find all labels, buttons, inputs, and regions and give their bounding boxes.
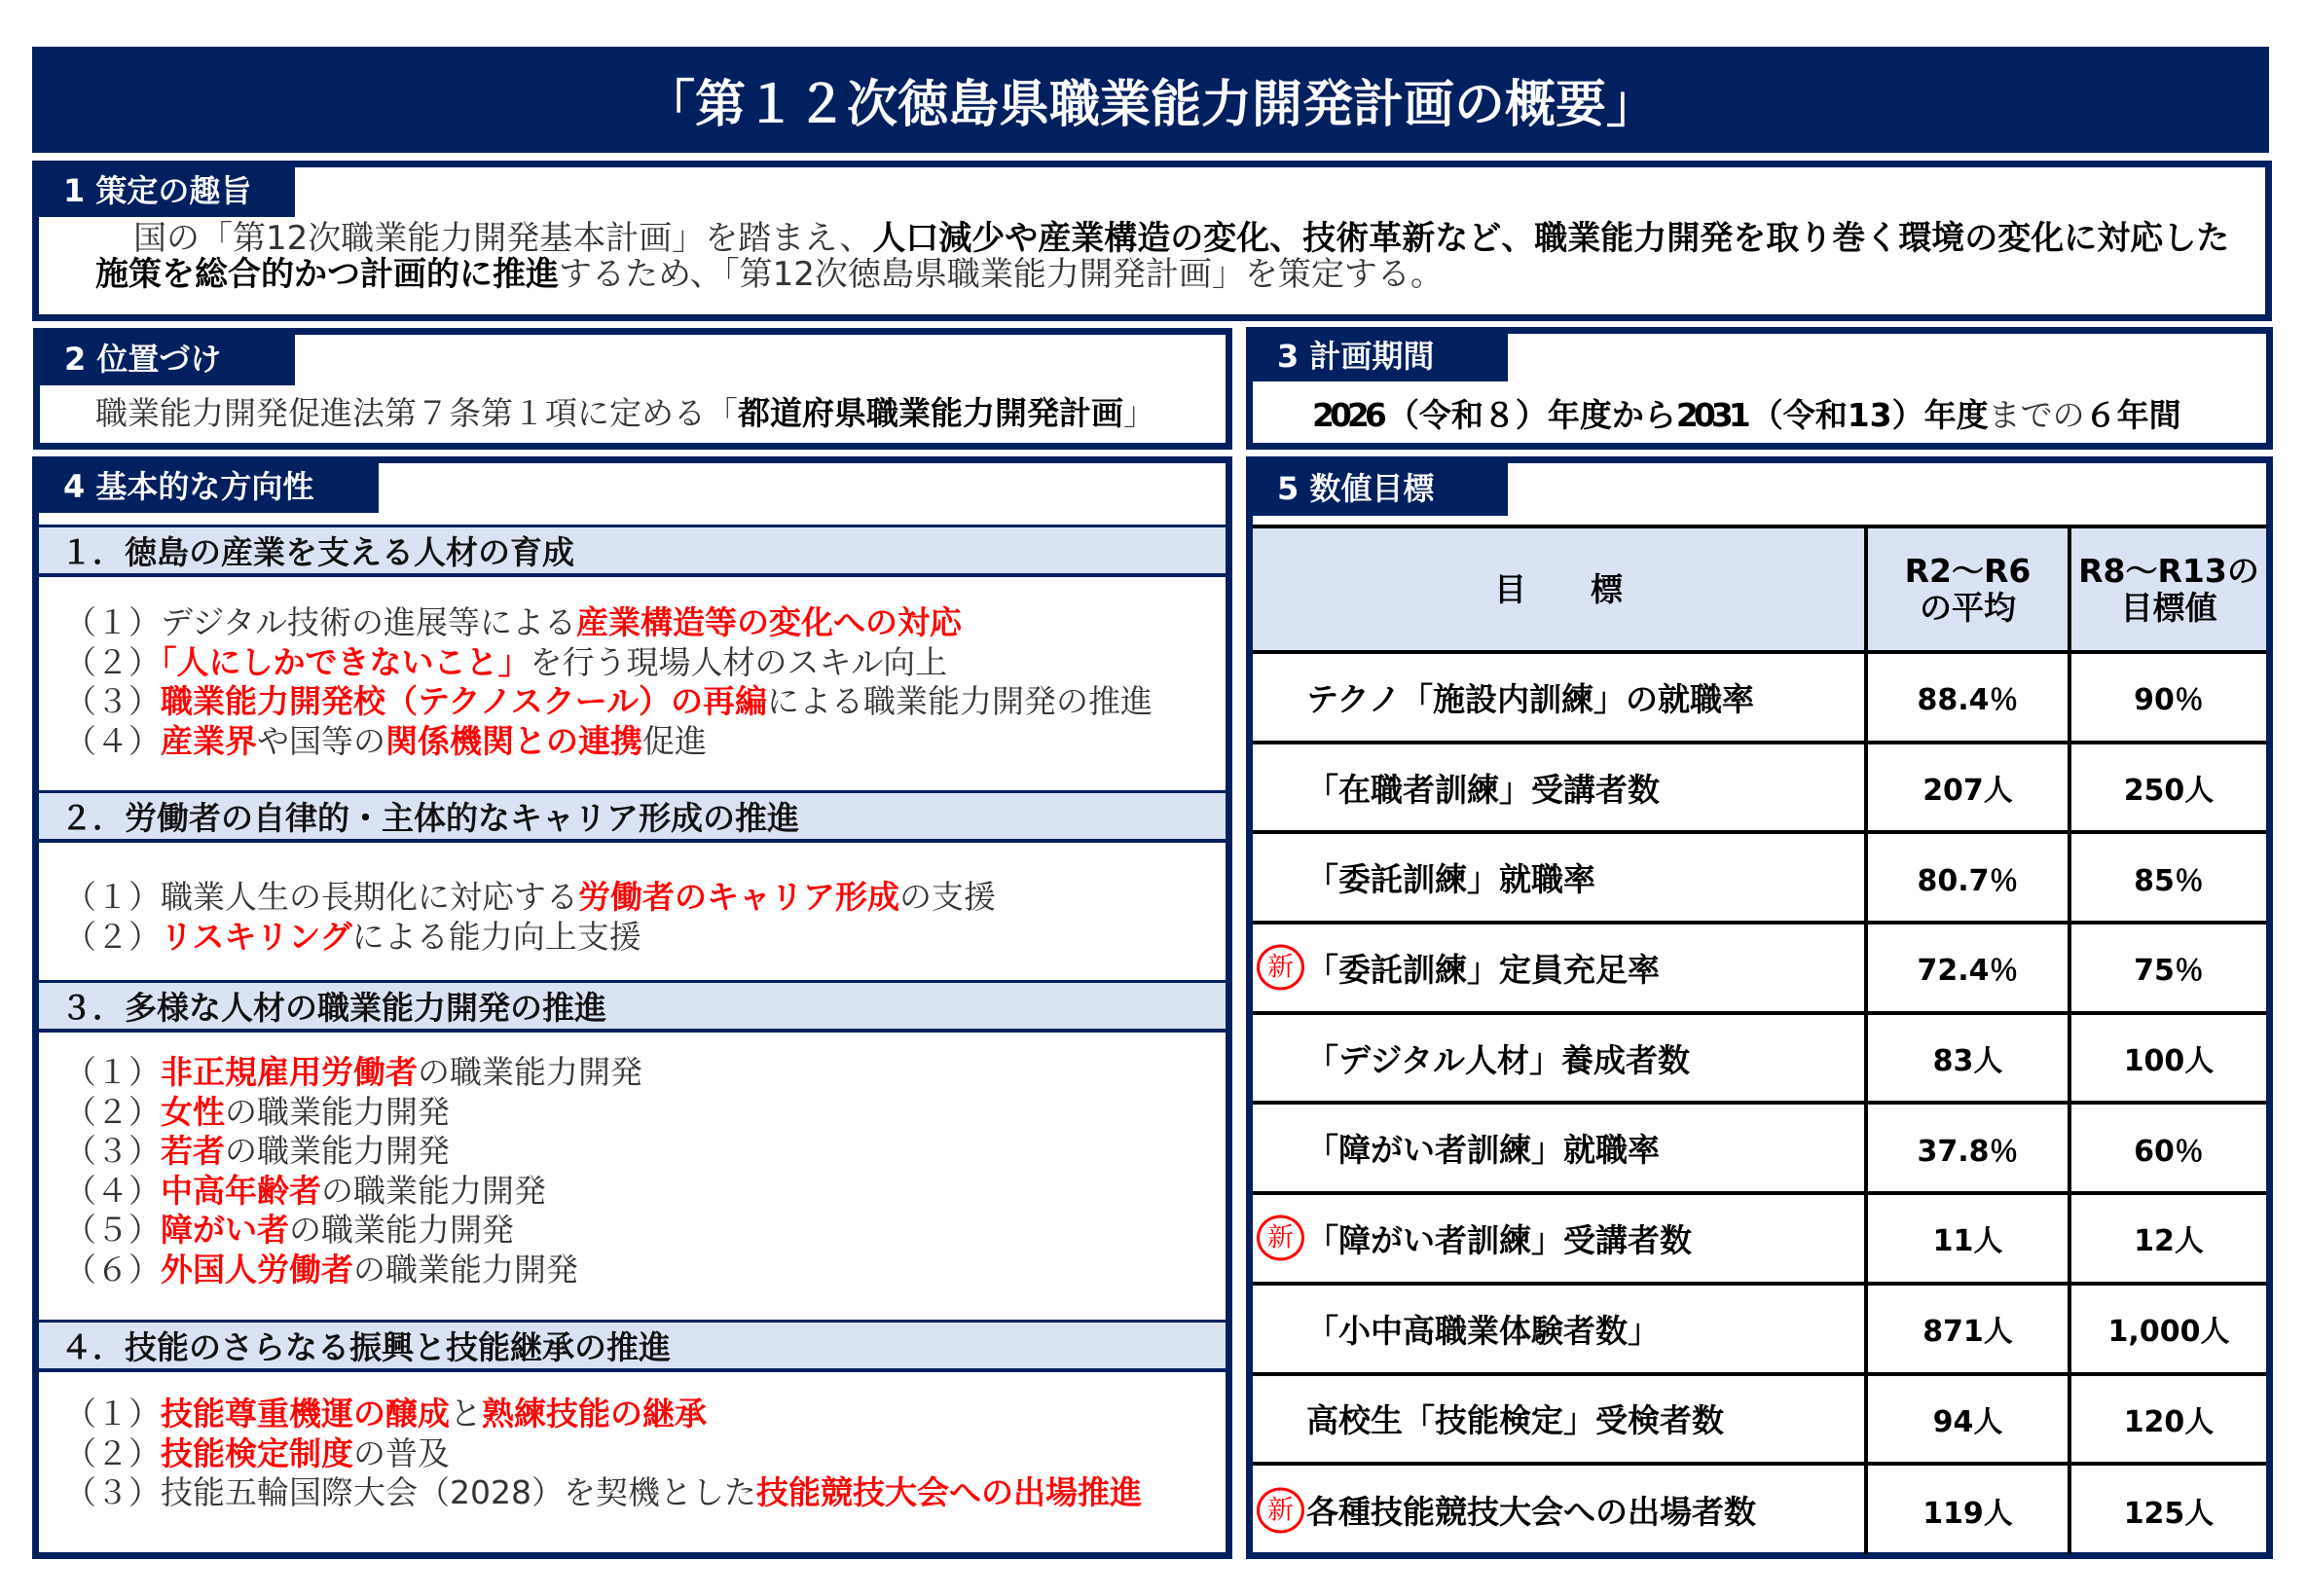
target-label: 「在職者訓練」受講者数 xyxy=(1253,743,1866,833)
average-value: 207人 xyxy=(1866,743,2069,833)
purpose-text xyxy=(95,221,2229,293)
item-text: を行う現場人材のスキル向上 xyxy=(530,642,948,681)
purpose-text-bold-segment: 人口減少や産業構造の変化、技術革新など、職業能力開発を取り巻く環境の変化に対応した xyxy=(872,219,2230,258)
average-value: 94人 xyxy=(1866,1374,2069,1465)
new-badge-icon: 新 xyxy=(1257,945,1304,991)
average-value: 11人 xyxy=(1866,1193,2069,1284)
purpose-line-2 xyxy=(95,257,2229,293)
column-header-line: 目標値 xyxy=(2120,588,2217,627)
column-header-line: R8〜R13の xyxy=(2078,551,2259,590)
new-badge-icon: 新 xyxy=(1257,1487,1304,1533)
average-value: 88.4％ xyxy=(1866,652,2069,743)
item-text: や国等の xyxy=(257,721,385,760)
direction-item xyxy=(64,878,996,918)
direction-item xyxy=(64,722,1153,762)
section-plan-period-heading: 3 計画期間 xyxy=(1277,338,1435,375)
page-title-bar xyxy=(32,47,2269,153)
plan-period-text xyxy=(1312,398,2181,433)
section-purpose-tab xyxy=(32,161,295,217)
section-purpose-heading: 1 策定の趣旨 xyxy=(63,172,252,209)
direction-group-heading xyxy=(39,980,1226,1033)
item-text: と xyxy=(450,1395,482,1433)
item-highlight: 若者 xyxy=(161,1132,225,1170)
table-row xyxy=(1253,832,2266,923)
section-positioning xyxy=(33,328,1232,450)
new-badge-icon: 新 xyxy=(1257,1215,1304,1261)
target-label: 高校生「技能検定」受検者数 xyxy=(1253,1374,1866,1465)
item-number: （３） xyxy=(64,682,161,720)
item-number: （２） xyxy=(64,1433,161,1472)
section-positioning-tab xyxy=(33,328,295,385)
table-row xyxy=(1253,1103,2266,1193)
target-value: 75％ xyxy=(2069,923,2266,1013)
section-positioning-heading: 2 位置づけ xyxy=(64,340,222,378)
column-header-line: R2〜R6 xyxy=(1904,551,2032,590)
item-text: の普及 xyxy=(353,1433,450,1472)
item-highlight: 関係機関との連携 xyxy=(385,721,642,760)
item-number: （１） xyxy=(64,603,161,641)
targets-table xyxy=(1253,525,2266,1554)
average-value: 871人 xyxy=(1866,1284,2069,1374)
direction-item xyxy=(64,643,1153,683)
positioning-text xyxy=(95,396,1155,431)
item-highlight: 女性 xyxy=(161,1092,225,1131)
direction-item xyxy=(64,1251,642,1290)
purpose-text-bold-segment: 施策を総合的かつ計画的に推進 xyxy=(95,255,559,294)
direction-group-items xyxy=(64,878,996,957)
table-row xyxy=(1253,1013,2266,1104)
direction-item xyxy=(64,682,1153,722)
direction-item xyxy=(64,603,1153,643)
target-label: 「障がい者訓練」受講者数 xyxy=(1306,1220,1692,1259)
item-highlight: 中高年齢者 xyxy=(161,1171,321,1210)
direction-group-title: ２．労働者の自律的・主体的なキャリア形成の推進 xyxy=(60,799,799,837)
direction-group-items xyxy=(64,603,1153,761)
direction-group-heading xyxy=(39,525,1226,577)
target-value: 100人 xyxy=(2069,1013,2266,1104)
section-purpose xyxy=(32,161,2272,321)
until-text: までの xyxy=(1988,396,2085,434)
item-text: の支援 xyxy=(899,878,996,916)
positioning-text-bold-segment: 都道府県職業能力開発計画 xyxy=(738,394,1123,432)
item-text: 技能五輪国際大会（2028）を契機とした xyxy=(161,1473,756,1511)
section-basic-direction-heading: 4 基本的な方向性 xyxy=(63,468,314,505)
target-value: 125人 xyxy=(2069,1464,2266,1554)
targets-header-row xyxy=(1253,526,2266,652)
item-text: による能力向上支援 xyxy=(351,917,641,956)
table-row xyxy=(1253,1284,2266,1374)
direction-item xyxy=(64,1473,1142,1513)
item-number: （１） xyxy=(64,878,161,916)
table-row xyxy=(1253,743,2266,833)
section-basic-direction-tab xyxy=(32,456,379,513)
item-highlight: 外国人労働者 xyxy=(161,1250,353,1288)
average-value: 37.8％ xyxy=(1866,1103,2069,1193)
target-label-cell xyxy=(1253,1193,1866,1284)
item-number: （２） xyxy=(64,1092,161,1131)
target-label: テクノ「施設内訓練」の就職率 xyxy=(1253,652,1866,743)
direction-item xyxy=(64,1434,1142,1474)
item-number: （４） xyxy=(64,721,161,760)
column-header-target xyxy=(1253,526,1866,652)
item-highlight: 熟練技能の継承 xyxy=(482,1395,707,1433)
direction-group-title: １．徳島の産業を支える人材の育成 xyxy=(60,533,574,571)
direction-item xyxy=(64,918,996,958)
target-label-cell xyxy=(1253,923,1866,1013)
target-label: 「小中高職業体験者数」 xyxy=(1253,1284,1866,1374)
column-header-r8-r13-target xyxy=(2069,526,2266,652)
positioning-text-segment: 」 xyxy=(1123,394,1155,432)
start-year: 2026 xyxy=(1312,396,1382,434)
start-era-text: （令和８）年度から xyxy=(1386,396,1676,434)
target-value: 120人 xyxy=(2069,1374,2266,1465)
direction-group-heading xyxy=(39,1320,1226,1372)
table-row xyxy=(1253,1193,2266,1284)
item-highlight: 職業能力開発校（テクノスクール）の再編 xyxy=(161,682,768,720)
target-label-cell xyxy=(1253,1464,1866,1554)
item-number: （２） xyxy=(64,917,161,956)
item-number: （６） xyxy=(64,1250,161,1288)
item-text: の職業能力開発 xyxy=(289,1211,514,1249)
target-value: 60％ xyxy=(2069,1103,2266,1193)
item-highlight: 技能検定制度 xyxy=(161,1433,353,1472)
direction-item xyxy=(64,1053,642,1093)
target-label: 「委託訓練」定員充足率 xyxy=(1306,950,1660,989)
end-era-text: （令和13）年度 xyxy=(1750,396,1989,434)
item-highlight: 産業界 xyxy=(161,721,257,760)
target-label: 「委託訓練」就職率 xyxy=(1253,832,1866,923)
item-text: 促進 xyxy=(642,721,707,760)
page-title: 「第１２次徳島県職業能力開発計画の概要」 xyxy=(643,76,1657,134)
item-highlight: 障がい者 xyxy=(161,1211,289,1249)
section-plan-period xyxy=(1246,327,2273,450)
item-text: の職業能力開発 xyxy=(321,1171,546,1210)
item-number: （５） xyxy=(64,1211,161,1249)
table-row xyxy=(1253,1464,2266,1554)
item-number: （３） xyxy=(64,1132,161,1170)
item-number: （３） xyxy=(64,1473,161,1511)
purpose-text-segment: するため、「第12次徳島県職業能力開発計画」を策定する。 xyxy=(559,255,1444,294)
item-text: による職業能力開発の推進 xyxy=(767,682,1154,720)
target-value: 12人 xyxy=(2069,1193,2266,1284)
item-number: （１） xyxy=(64,1053,161,1091)
item-highlight: 「人にしかできないこと」 xyxy=(161,642,531,681)
item-number: （４） xyxy=(64,1171,161,1210)
section-numeric-targets-tab xyxy=(1246,456,1508,516)
target-value: 90％ xyxy=(2069,652,2266,743)
item-text: 職業人生の長期化に対応する xyxy=(161,878,578,916)
table-row xyxy=(1253,652,2266,743)
table-row xyxy=(1253,923,2266,1013)
target-label: 各種技能競技大会への出場者数 xyxy=(1306,1493,1756,1532)
target-label: 「デジタル人材」養成者数 xyxy=(1253,1013,1866,1104)
average-value: 72.4％ xyxy=(1866,923,2069,1013)
item-text: の職業能力開発 xyxy=(353,1250,578,1288)
purpose-text-segment: 国の「第12次職業能力開発基本計画」を踏まえ、 xyxy=(133,219,873,258)
item-text: の職業能力開発 xyxy=(225,1132,450,1170)
item-highlight: 技能尊重機運の醸成 xyxy=(161,1395,450,1433)
section-numeric-targets xyxy=(1246,456,2273,1559)
item-number: （２） xyxy=(64,642,161,681)
target-value: 250人 xyxy=(2069,743,2266,833)
direction-item xyxy=(64,1395,1142,1434)
column-header-line: の平均 xyxy=(1920,588,2016,627)
direction-group-title: ４．技能のさらなる振興と技能継承の推進 xyxy=(60,1328,671,1366)
item-text: デジタル技術の進展等による xyxy=(161,603,577,641)
section-plan-period-tab xyxy=(1246,327,1508,381)
positioning-text-segment: 職業能力開発促進法第７条第１項に定める「 xyxy=(95,394,738,432)
direction-group-heading xyxy=(39,790,1226,843)
section-numeric-targets-heading: 5 数値目標 xyxy=(1277,469,1435,507)
end-year: 2031 xyxy=(1675,396,1746,434)
item-text: の職業能力開発 xyxy=(418,1053,642,1091)
item-highlight: 産業構造等の変化への対応 xyxy=(576,603,963,641)
column-header-r2-r6-average xyxy=(1866,526,2069,652)
average-value: 119人 xyxy=(1866,1464,2069,1554)
direction-item xyxy=(64,1132,642,1172)
item-highlight: リスキリング xyxy=(161,917,352,956)
average-value: 83人 xyxy=(1866,1013,2069,1104)
direction-group-items xyxy=(64,1395,1142,1513)
direction-item xyxy=(64,1211,642,1251)
average-value: 80.7％ xyxy=(1866,832,2069,923)
item-highlight: 労働者のキャリア形成 xyxy=(578,878,899,916)
direction-item xyxy=(64,1172,642,1212)
purpose-line-1 xyxy=(95,221,2229,257)
column-header-line: 目 標 xyxy=(1494,569,1623,608)
direction-group-title: ３．多様な人材の職業能力開発の推進 xyxy=(60,989,606,1027)
item-highlight: 技能競技大会への出場推進 xyxy=(755,1473,1142,1511)
item-text: の職業能力開発 xyxy=(225,1092,450,1131)
direction-item xyxy=(64,1093,642,1133)
target-value: 1,000人 xyxy=(2069,1284,2266,1374)
target-label: 「障がい者訓練」就職率 xyxy=(1253,1103,1866,1193)
item-highlight: 非正規雇用労働者 xyxy=(161,1053,418,1091)
item-number: （１） xyxy=(64,1395,161,1433)
table-row xyxy=(1253,1374,2266,1465)
section-basic-direction xyxy=(32,456,1232,1559)
target-value: 85％ xyxy=(2069,832,2266,923)
direction-group-items xyxy=(64,1053,642,1289)
duration-text: ６年間 xyxy=(2084,396,2181,434)
